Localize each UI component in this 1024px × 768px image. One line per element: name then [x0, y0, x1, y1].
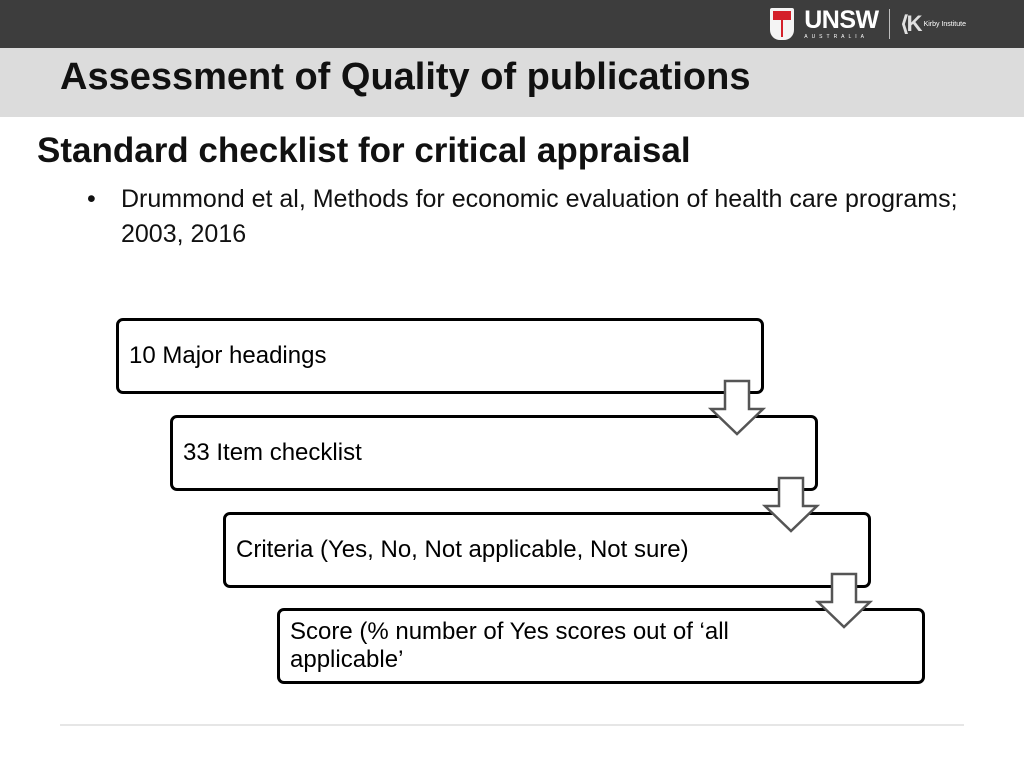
stage-label: 10 Major headings: [129, 342, 327, 369]
bullet-dot-icon: •: [87, 185, 96, 213]
slide-title: Assessment of Quality of publications: [60, 56, 751, 98]
stage-label: Criteria (Yes, No, Not applicable, Not sure): [236, 536, 689, 563]
unsw-logo-subtext: AUSTRALIA: [804, 34, 869, 40]
down-arrow-icon: [706, 378, 768, 438]
down-arrow-icon: [813, 571, 875, 631]
bullet-text: Drummond et al, Methods for economic evaluation of health care programs; 2003, 2016: [121, 185, 958, 248]
kirby-logo-text: Kirby Institute: [923, 20, 966, 28]
stage-label: Score (% number of Yes scores out of ‘all applicable’: [290, 618, 729, 673]
section-heading: Standard checklist for critical appraisal: [37, 131, 691, 170]
stage-box-major-headings: [116, 318, 764, 394]
footer-divider: [60, 724, 964, 726]
down-arrow-icon: [760, 475, 822, 535]
kirby-mark-icon: ⟨K: [899, 11, 920, 36]
stage-label: 33 Item checklist: [183, 439, 362, 466]
unsw-logo-text: UNSW: [804, 6, 879, 34]
